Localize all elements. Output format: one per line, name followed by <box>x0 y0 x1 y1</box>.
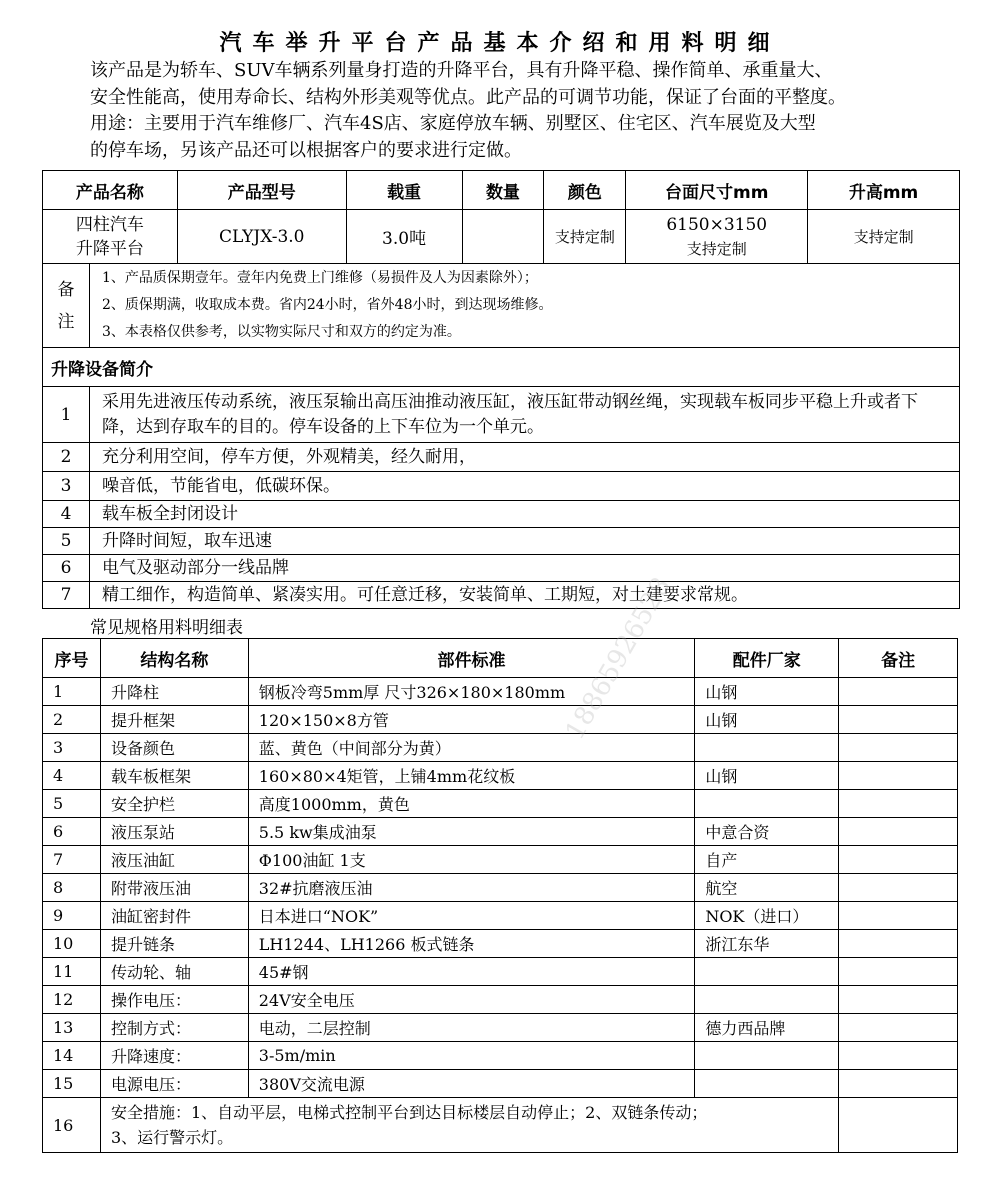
intro-line: 用途：主要用于汽车维修厂、汽车4S店、家庭停放车辆、别墅区、住宅区、汽车展览及大型 <box>90 113 816 134</box>
row-note <box>839 986 958 1014</box>
row-note <box>839 762 958 790</box>
remarks-label <box>43 264 90 348</box>
product-load-value: 3.0吨 <box>346 210 462 264</box>
product-name-cell <box>43 210 178 264</box>
row-structure-name: 油缸密封件 <box>100 902 248 930</box>
row-structure-name: 电源电压： <box>100 1070 248 1098</box>
row-structure-name: 液压泵站 <box>100 818 248 846</box>
feature-number: 3 <box>43 472 90 501</box>
row-maker: 德力西品牌 <box>695 1014 839 1042</box>
row-spec: 高度1000mm，黄色 <box>248 790 695 818</box>
materials-header-row <box>43 639 958 678</box>
header-num: 序号 <box>43 639 101 678</box>
row-note <box>839 1042 958 1070</box>
header-size: 台面尺寸mm <box>626 171 808 210</box>
table-row <box>43 846 958 874</box>
row-spec: 45#钢 <box>248 958 695 986</box>
section-title-row <box>43 348 960 387</box>
row-note <box>839 1098 958 1153</box>
row-note <box>839 790 958 818</box>
header-maker: 配件厂家 <box>695 639 839 678</box>
remarks-label-char: 备 <box>57 279 75 300</box>
header-color: 颜色 <box>544 171 626 210</box>
row-note <box>839 678 958 706</box>
row-number: 9 <box>43 902 101 930</box>
remarks-text <box>89 264 959 348</box>
feature-number: 2 <box>43 443 90 472</box>
product-name-line: 升降平台 <box>75 238 144 259</box>
row-note <box>839 818 958 846</box>
feature-number: 4 <box>43 501 90 528</box>
product-header-row <box>43 171 960 210</box>
row-number: 10 <box>43 930 101 958</box>
row-maker: 山钢 <box>695 762 839 790</box>
row-maker <box>695 986 839 1014</box>
intro-paragraph <box>90 58 960 164</box>
row-number: 5 <box>43 790 101 818</box>
product-color-value: 支持定制 <box>544 210 626 264</box>
product-value-row <box>43 210 960 264</box>
remarks-row <box>43 264 960 348</box>
row-maker <box>695 1070 839 1098</box>
table-row <box>43 930 958 958</box>
row-spec: LH1244、LH1266 板式链条 <box>248 930 695 958</box>
table-row <box>43 902 958 930</box>
row-number: 16 <box>43 1098 101 1153</box>
row-maker <box>695 790 839 818</box>
feature-number: 1 <box>43 387 90 443</box>
row-spec: 3-5m/min <box>248 1042 695 1070</box>
row-number: 8 <box>43 874 101 902</box>
table-row <box>43 818 958 846</box>
product-height-value: 支持定制 <box>808 210 960 264</box>
row-maker: 山钢 <box>695 706 839 734</box>
row-spec: 380V交流电源 <box>248 1070 695 1098</box>
product-name-line: 四柱汽车 <box>75 214 144 235</box>
row-note <box>839 874 958 902</box>
table-row <box>43 790 958 818</box>
row-structure-name: 设备颜色 <box>100 734 248 762</box>
section-title: 升降设备简介 <box>43 348 960 387</box>
row-structure-name: 液压油缸 <box>100 846 248 874</box>
row-note <box>839 846 958 874</box>
feature-row <box>43 555 960 582</box>
feature-row <box>43 528 960 555</box>
row-number: 14 <box>43 1042 101 1070</box>
row-spec: 钢板冷弯5mm厚 尺寸326×180×180mm <box>248 678 695 706</box>
row-maker: 自产 <box>695 846 839 874</box>
row-number: 3 <box>43 734 101 762</box>
remark-line: 3、本表格仅供参考，以实物实际尺寸和双方的约定为准。 <box>101 324 461 340</box>
feature-row <box>43 582 960 609</box>
table-row <box>43 706 958 734</box>
row-structure-name: 传动轮、轴 <box>100 958 248 986</box>
product-model-value: CLYJX-3.0 <box>177 210 346 264</box>
safety-line: 安全措施：1、自动平层，电梯式控制平台到达目标楼层自动停止；2、双链条传动； <box>110 1103 708 1122</box>
row-number: 15 <box>43 1070 101 1098</box>
product-size-line: 支持定制 <box>686 239 747 258</box>
row-spec: 120×150×8方管 <box>248 706 695 734</box>
feature-row <box>43 472 960 501</box>
row-spec: 160×80×4矩管，上铺4mm花纹板 <box>248 762 695 790</box>
row-spec: 32#抗磨液压油 <box>248 874 695 902</box>
feature-row <box>43 501 960 528</box>
intro-line: 安全性能高，使用寿命长、结构外形美观等优点。此产品的可调节功能，保证了台面的平整度。 <box>90 86 846 108</box>
table-row <box>43 958 958 986</box>
feature-text: 充分利用空间，停车方便，外观精美，经久耐用， <box>89 443 959 472</box>
header-load: 载重 <box>346 171 462 210</box>
remark-line: 1、产品质保期壹年。壹年内免费上门维修（易损件及人为因素除外）； <box>101 270 538 286</box>
row-maker: 航空 <box>695 874 839 902</box>
row-maker: 中意合资 <box>695 818 839 846</box>
feature-number: 6 <box>43 555 90 582</box>
row-number: 1 <box>43 678 101 706</box>
row-number: 4 <box>43 762 101 790</box>
row-note <box>839 902 958 930</box>
product-table <box>42 170 960 609</box>
row-number: 6 <box>43 818 101 846</box>
table-row <box>43 678 958 706</box>
row-spec: 蓝、黄色（中间部分为黄） <box>248 734 695 762</box>
row-maker <box>695 1042 839 1070</box>
intro-line: 的停车场，另该产品还可以根据客户的要求进行定做。 <box>90 139 522 161</box>
row-maker <box>695 958 839 986</box>
row-number: 11 <box>43 958 101 986</box>
row-spec: 24V安全电压 <box>248 986 695 1014</box>
feature-row <box>43 387 960 443</box>
row-structure-name: 升降速度： <box>100 1042 248 1070</box>
feature-number: 5 <box>43 528 90 555</box>
feature-row <box>43 443 960 472</box>
materials-table <box>42 638 958 1153</box>
row-note <box>839 1070 958 1098</box>
feature-number: 7 <box>43 582 90 609</box>
table-row <box>43 1042 958 1070</box>
feature-text: 噪音低，节能省电，低碳环保。 <box>89 472 959 501</box>
product-size-cell <box>626 210 808 264</box>
row-structure-name: 载车板框架 <box>100 762 248 790</box>
header-structure: 结构名称 <box>100 639 248 678</box>
safety-measures-cell <box>100 1098 838 1153</box>
table-row <box>43 1070 958 1098</box>
header-height: 升高mm <box>808 171 960 210</box>
row-structure-name: 控制方式： <box>100 1014 248 1042</box>
row-maker <box>695 734 839 762</box>
row-spec: 5.5 kw集成油泵 <box>248 818 695 846</box>
remark-line: 2、质保期满，收取成本费。省内24小时，省外48小时，到达现场维修。 <box>101 297 553 313</box>
table-row <box>43 734 958 762</box>
feature-text: 精工细作，构造简单、紧凑实用。可任意迁移，安装简单、工期短，对土建要求常规。 <box>89 582 959 609</box>
row-maker: 山钢 <box>695 678 839 706</box>
header-quantity: 数量 <box>462 171 544 210</box>
table-row <box>43 762 958 790</box>
remarks-label-char: 注 <box>57 311 75 332</box>
product-quantity-value <box>462 210 544 264</box>
feature-text: 电气及驱动部分一线品牌 <box>89 555 959 582</box>
feature-text: 采用先进液压传动系统，液压泵输出高压油推动液压缸，液压缸带动钢丝绳，实现载车板同步平稳上升或者下降，达到存取车的目的。停车设备的上下车位为一个单元。 <box>89 387 959 443</box>
row-spec: 电动，二层控制 <box>248 1014 695 1042</box>
header-spec: 部件标准 <box>248 639 695 678</box>
row-structure-name: 提升框架 <box>100 706 248 734</box>
product-size-line: 6150×3150 <box>666 214 768 235</box>
row-structure-name: 提升链条 <box>100 930 248 958</box>
page-title: 汽车举升平台产品基本介绍和用料明细 <box>219 31 781 56</box>
row-structure-name: 操作电压： <box>100 986 248 1014</box>
feature-text: 载车板全封闭设计 <box>89 501 959 528</box>
row-number: 13 <box>43 1014 101 1042</box>
row-number: 12 <box>43 986 101 1014</box>
header-note: 备注 <box>839 639 958 678</box>
row-number: 2 <box>43 706 101 734</box>
table-row <box>43 1098 958 1153</box>
row-maker: NOK（进口） <box>695 902 839 930</box>
safety-line: 3、运行警示灯。 <box>110 1128 234 1147</box>
materials-body <box>43 678 958 1098</box>
row-maker: 浙江东华 <box>695 930 839 958</box>
header-product-name: 产品名称 <box>43 171 178 210</box>
row-note <box>839 930 958 958</box>
row-note <box>839 1014 958 1042</box>
row-spec: 日本进口“NOK” <box>248 902 695 930</box>
feature-text: 升降时间短，取车迅速 <box>89 528 959 555</box>
table-row <box>43 1014 958 1042</box>
materials-caption: 常见规格用料明细表 <box>90 618 243 638</box>
table-row <box>43 874 958 902</box>
row-structure-name: 附带液压油 <box>100 874 248 902</box>
row-spec: Φ100油缸 1支 <box>248 846 695 874</box>
row-note <box>839 958 958 986</box>
watermark: 18865926528 <box>560 572 677 745</box>
intro-line: 该产品是为轿车、SUV车辆系列量身打造的升降平台，具有升降平稳、操作简单、承重量大、 <box>90 60 833 81</box>
row-structure-name: 升降柱 <box>100 678 248 706</box>
row-number: 7 <box>43 846 101 874</box>
table-row <box>43 986 958 1014</box>
row-note <box>839 734 958 762</box>
row-structure-name: 安全护栏 <box>100 790 248 818</box>
header-product-model: 产品型号 <box>177 171 346 210</box>
row-note <box>839 706 958 734</box>
